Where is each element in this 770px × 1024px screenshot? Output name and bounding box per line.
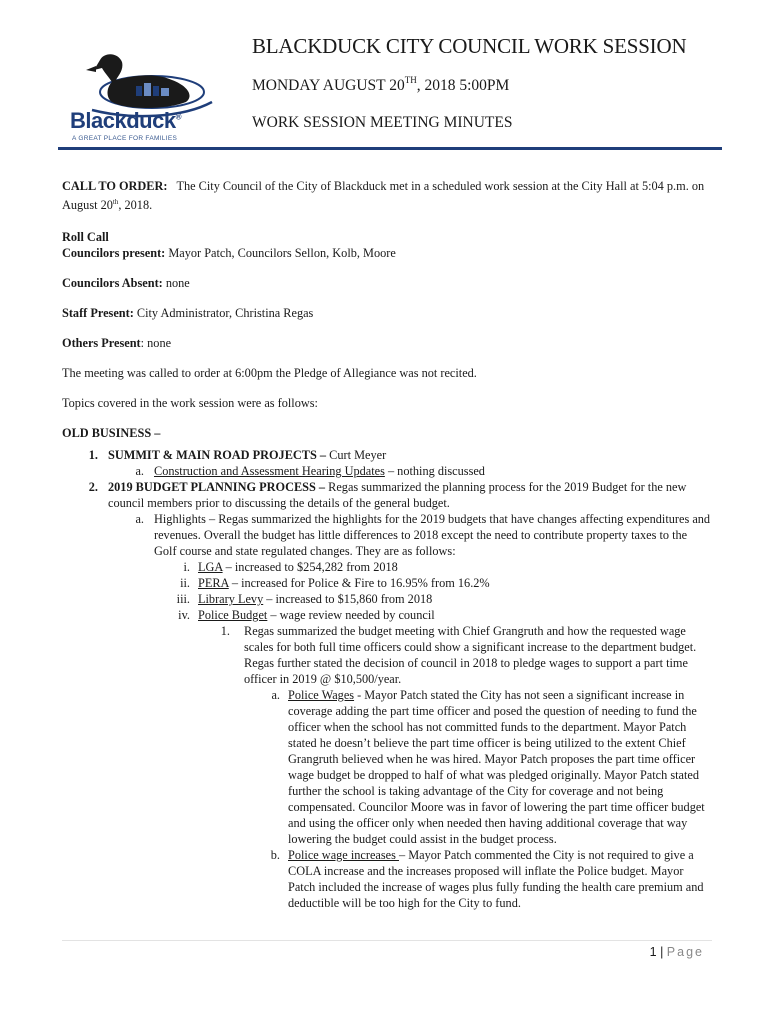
roll-call-heading: Roll Call <box>62 230 109 245</box>
list-item: b. Police wage increases – Mayor Patch commented the City is not required to give a COLA increase and the increases proposed will inflate the Police budget. Mayor Patch included the increase of wages plus fully funding the health care premium and deductible will be too high for the City to fund. <box>270 848 704 911</box>
list-item: ii. PERA – increased for Police & Fire to 16.95% from 16.2% <box>180 576 490 591</box>
page-label: Page <box>666 945 704 959</box>
header-rule <box>58 147 722 150</box>
others-present: Others Present: none <box>62 336 172 351</box>
list-item: i. LGA – increased to $254,282 from 2018 <box>183 560 398 575</box>
page-separator: | <box>660 945 664 959</box>
police-budget-link[interactable]: Police Budget <box>198 608 268 623</box>
page-number: 1 <box>649 945 657 959</box>
councilors-present: Councilors present: Mayor Patch, Councilors Sellon, Kolb, Moore <box>62 246 396 261</box>
page-footer <box>650 945 704 959</box>
list-item: a. Highlights – Regas summarized the highlights for the 2019 budgets that have changes affecting expenditures and revenues. Overall the budget has little differences to 2018 except the need to contribute property taxes to the Golf course and state regulated changes. They are as follows: <box>135 512 711 559</box>
police-wage-increases-link[interactable]: Police wage increases <box>288 848 399 863</box>
list-item: 2. 2019 BUDGET PLANNING PROCESS – Regas summarized the planning process for the 2019 Budget for the new council members prior to discussing the details of the general budget. <box>88 480 687 511</box>
old-business-heading: OLD BUSINESS – <box>62 426 161 441</box>
councilors-absent: Councilors Absent: none <box>62 276 190 291</box>
minutes-body <box>62 178 712 911</box>
meeting-called-note: The meeting was called to order at 6:00pm the Pledge of Allegiance was not recited. <box>62 366 477 381</box>
construction-hearing-link[interactable]: Construction and Assessment Hearing Updates <box>154 464 385 479</box>
blackduck-logo <box>62 50 222 146</box>
meeting-date: MONDAY AUGUST 20TH, 2018 5:00PM <box>252 75 510 94</box>
lga-link[interactable]: LGA <box>198 560 223 575</box>
pera-link[interactable]: PERA <box>198 576 229 591</box>
footer-rule <box>62 940 712 941</box>
library-levy-link[interactable]: Library Levy <box>198 592 264 607</box>
topics-intro: Topics covered in the work session were as follows: <box>62 396 318 411</box>
list-item: 1. Regas summarized the budget meeting with Chief Grangruth and how the requested wage scales for both full time officers could show a significant increase to the department budget. Regas further stated the decision of council in 2018 to pledge wages to support a part time officer in 2019 @ $10,500/year. <box>220 624 697 687</box>
logo-wordmark: Blackduck® <box>70 108 181 133</box>
call-to-order: CALL TO ORDER: The City Council of the City of Blackduck met in a scheduled work session at the City Hall at 5:04 p.m. on August 20th, 2018. <box>62 179 705 213</box>
document-subtitle: WORK SESSION MEETING MINUTES <box>252 114 513 131</box>
list-item: iv. Police Budget – wage review needed by council <box>178 608 435 623</box>
list-item: a. Construction and Assessment Hearing Updates – nothing discussed <box>135 464 485 479</box>
document-title: BLACKDUCK CITY COUNCIL WORK SESSION <box>252 34 687 58</box>
staff-present: Staff Present: City Administrator, Christina Regas <box>62 306 314 321</box>
document-header <box>0 0 770 150</box>
logo-tagline: A GREAT PLACE FOR FAMILIES <box>72 135 178 142</box>
police-wages-link[interactable]: Police Wages <box>288 688 355 703</box>
list-item: iii. Library Levy – increased to $15,860 from 2018 <box>176 592 433 607</box>
list-item: a. Police Wages - Mayor Patch stated the City has not seen a significant increase in coverage adding the part time officer and posed the question of needing to fund the officer when the school has not committed funds to the department. Mayor Patch stated he doesn’t believe the part time officer is being utilized to the extent Chief Grangruth believed when he was hired. Mayor Patch proposes the part time officer wage budget be dropped to half of what was pledged originally. Mayor Patch stated further the school is taking advantage of the City for coverage and not being compensated. Councilor Moore was in favor of lowering the part time officer budget and using the officer only when needed then having additional coverage that way lowering the budget could assist in the budget process. <box>271 688 705 847</box>
list-item: 1. SUMMIT & MAIN ROAD PROJECTS – Curt Meyer <box>88 448 387 463</box>
